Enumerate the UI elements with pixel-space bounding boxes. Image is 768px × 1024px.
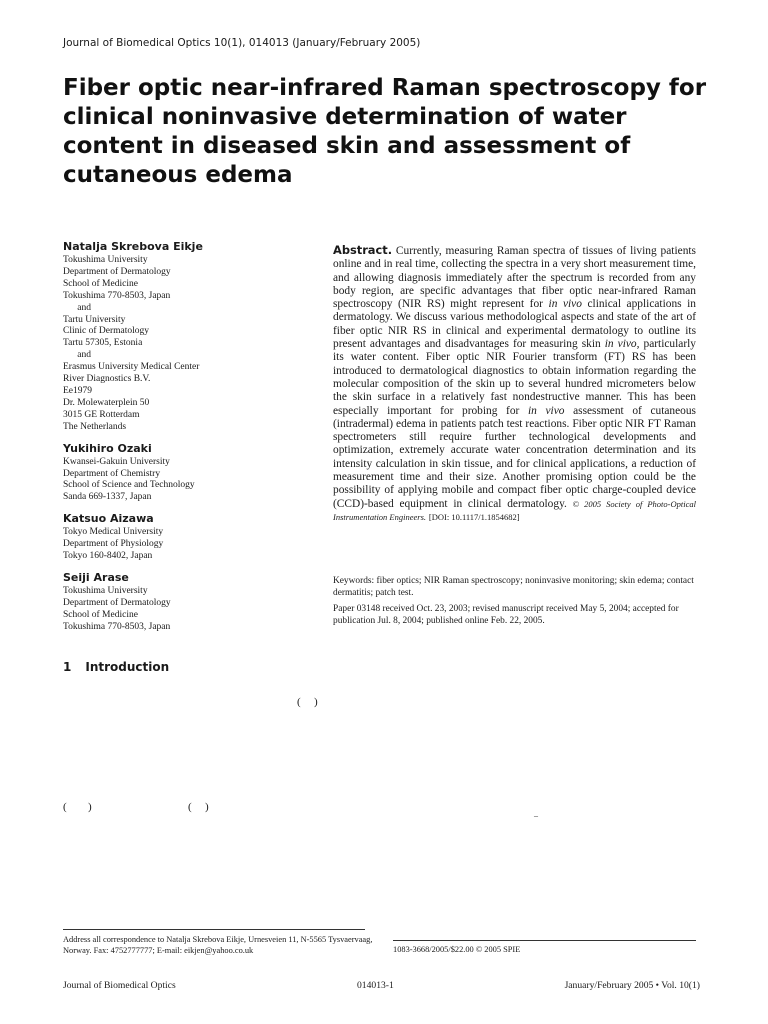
affiliation-line: Department of Dermatology xyxy=(63,266,171,277)
author-name: Seiji Arase xyxy=(63,570,129,584)
affiliation-line: School of Medicine xyxy=(63,278,138,289)
section-title: Introduction xyxy=(85,660,170,674)
affiliation-line: 3015 GE Rotterdam xyxy=(63,409,140,420)
section-number: 1 xyxy=(63,660,72,674)
affiliation-line: Tartu University xyxy=(63,314,126,325)
abstract xyxy=(333,244,696,524)
abstract-text: Currently, measuring Raman spectra of tissues of living patients online and in real time, collecting the spectra in a very short measurement time, and allowing diagnosis immediately after the spectrum is recorded from any body region, are specific advantages that fiber optic near-infrared Raman spectroscopy (NIR RS) might represent for xyxy=(333,245,696,311)
affiliation-line: Clinic of Dermatology xyxy=(63,326,150,337)
affiliation-line: Erasmus University Medical Center xyxy=(63,362,200,373)
affiliation-line: Tokushima 770-8503, Japan xyxy=(63,290,171,301)
paren-open-glyph: ( xyxy=(297,696,301,708)
section-heading xyxy=(63,660,169,674)
issn-copyright: 1083-3668/2005/$22.00 © 2005 SPIE xyxy=(393,945,521,954)
footer-page-id: 014013-1 xyxy=(357,980,394,991)
affiliation-line: Tartu 57305, Estonia xyxy=(63,338,143,349)
author-affiliation xyxy=(63,457,303,505)
affiliation-line: Tokyo 160-8402, Japan xyxy=(63,551,153,562)
dash-glyph: – xyxy=(534,811,538,820)
paren-open-glyph: ( xyxy=(188,801,192,813)
paren-close-glyph: ) xyxy=(314,696,318,708)
author-entry xyxy=(63,512,303,563)
abstract-text: clinical applications in dermatology. We discuss various methodological aspects and state of the art of fiber optic NIR RS in clinical and experimental dermatology to outline its present advantages and disadvantages for measuring skin xyxy=(333,298,697,351)
affiliation-line: Tokyo Medical University xyxy=(63,527,164,538)
doi: [DOI: 10.1117/1.1854682] xyxy=(428,511,520,522)
abstract-label: Abstract. xyxy=(333,243,393,257)
abstract-italic-term: in vivo xyxy=(527,404,565,417)
paren-close-glyph: ) xyxy=(205,801,209,813)
author-affiliation xyxy=(63,527,303,563)
journal-header: Journal of Biomedical Optics 10(1), 014013 (January/February 2005) xyxy=(63,37,421,49)
footer-journal: Journal of Biomedical Optics xyxy=(63,980,176,991)
author-entry xyxy=(63,240,303,434)
affiliation-line: Dr. Molewaterplein 50 xyxy=(63,397,150,408)
affiliation-line: and xyxy=(63,350,91,361)
affiliation-line: Department of Physiology xyxy=(63,539,164,550)
affiliation-line: Tokushima 770-8503, Japan xyxy=(63,621,171,632)
affiliation-line: Ee1979 xyxy=(63,385,93,396)
affiliation-line: Kwansei-Gakuin University xyxy=(63,456,170,467)
author-name: Katsuo Aizawa xyxy=(63,512,154,526)
keywords: Keywords: fiber optics; NIR Raman spectroscopy; noninvasive monitoring; skin edema; contact dermatitis; patch test. xyxy=(333,576,694,598)
paper-title: Fiber optic near-infrared Raman spectroscopy for clinical noninvasive determination of water content in diseased skin and assessment of cutaneous edema xyxy=(63,75,707,188)
copyright-rule xyxy=(393,940,696,941)
footer-issue: January/February 2005 • Vol. 10(1) xyxy=(564,980,700,991)
correspondence-footnote: Address all correspondence to Natalja Skrebova Eikje, Urnesveien 11, N-5565 Tysvaervaag, Norway. Fax: 4752777777; E-mail: eikjen@yahoo.co.uk xyxy=(63,935,373,955)
abstract-text: assessment of cutaneous (intradermal) edema in patients patch test reactions. Fiber optic NIR FT Raman spectrometers still require further technological developments and optimization, extremely accurate water concentration determination and its intensity calculation in skin tissue, and for clinical applications, a reduction of measurement time and their size. Another promising option could be the possibility of applying mobile and compact fiber optic charge-coupled device (CCD)-based equipment in clinical dermatology. xyxy=(333,404,696,510)
abstract-italic-term: in vivo xyxy=(548,298,582,311)
affiliation-line: Sanda 669-1337, Japan xyxy=(63,492,152,503)
footnote-rule xyxy=(63,929,365,930)
affiliation-line: Tokushima University xyxy=(63,585,148,596)
author-entry xyxy=(63,442,303,505)
received-dates: Paper 03148 received Oct. 23, 2003; revised manuscript received May 5, 2004; accepted for publication Jul. 8, 2004; published online Feb. 22, 2005. xyxy=(333,604,679,626)
affiliation-line: River Diagnostics B.V. xyxy=(63,374,151,385)
affiliation-line: School of Medicine xyxy=(63,609,138,620)
author-affiliation xyxy=(63,255,303,434)
affiliation-line: and xyxy=(63,302,91,313)
author-entry xyxy=(63,571,303,634)
affiliation-line: The Netherlands xyxy=(63,421,127,432)
affiliation-line: School of Science and Technology xyxy=(63,480,195,491)
abstract-copyright: © 2005 Society of Photo-Optical Instrumentation Engineers. xyxy=(333,498,696,522)
paren-close-glyph: ) xyxy=(88,801,92,813)
affiliation-line: Tokushima University xyxy=(63,255,148,265)
paren-open-glyph: ( xyxy=(63,801,67,813)
author-name: Natalja Skrebova Eikje xyxy=(63,240,203,253)
author-affiliation xyxy=(63,586,303,634)
abstract-text: particularly its water content. Fiber optic NIR Fourier transform (FT) RS has been introduced to dermatological diagnostics to obtain information regarding the molecular composition of the skin up to several hundred micrometers below the skin surface in a relatively fast nondestructive manner. This has been especially important for probing for xyxy=(333,338,696,417)
author-name: Yukihiro Ozaki xyxy=(63,441,152,455)
affiliation-line: Department of Dermatology xyxy=(63,597,171,608)
affiliation-line: Department of Chemistry xyxy=(63,468,161,479)
author-block xyxy=(63,240,303,642)
abstract-italic-term: in vivo, xyxy=(604,338,640,351)
